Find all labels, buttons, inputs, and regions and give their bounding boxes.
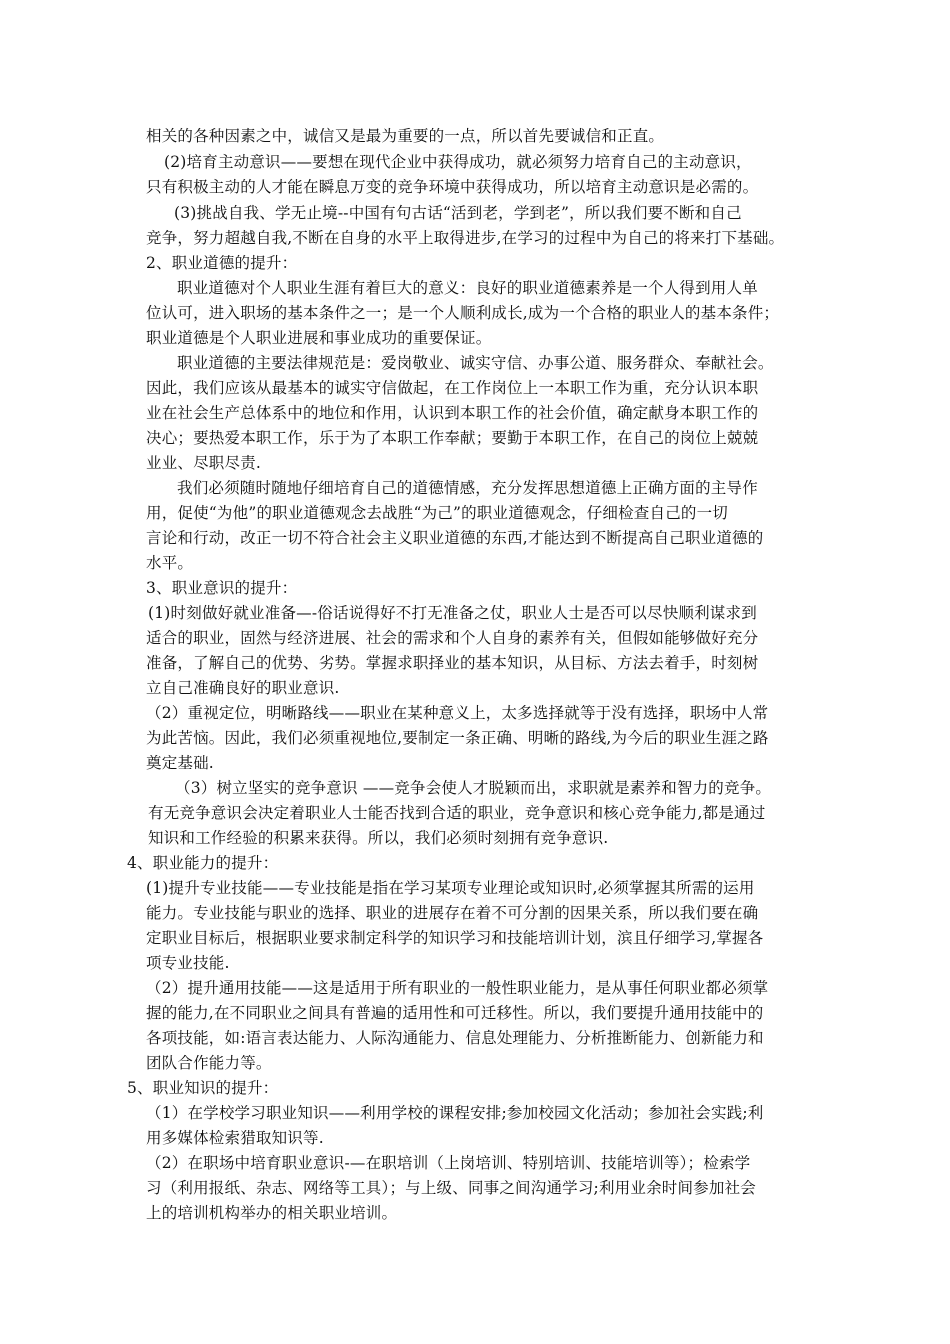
text-line: 知识和工作经验的积累来获得。所以，我们必须时刻拥有竞争意识. <box>148 829 609 847</box>
text-line: （3）树立坚实的竞争意识 ——竞争会使人才脱颖而出，求职就是素养和智力的竞争。 <box>175 779 772 797</box>
text-line: 习（利用报纸、杂志、网络等工具）；与上级、同事之间沟通学习;利用业余时间参加社会 <box>146 1179 756 1197</box>
text-line: 因此，我们应该从最基本的诚实守信做起，在工作岗位上一本职工作为重，充分认识本职 <box>146 379 759 397</box>
text-line: (1)提升专业技能——专业技能是指在学习某项专业理论或知识时,必须掌握其所需的运用 <box>146 879 755 897</box>
text-line: （1）在学校学习职业知识——利用学校的课程安排;参加校园文化活动；参加社会实践;利 <box>146 1104 764 1122</box>
text-line: 决心；要热爱本职工作，乐于为了本职工作奉献；要勤于本职工作，在自己的岗位上兢兢 <box>146 429 759 447</box>
text-line: (1)时刻做好就业准备—-俗话说得好不打无准备之仗，职业人士是否可以尽快顺利谋求到 <box>148 604 757 622</box>
text-line: 业业、尽职尽责. <box>146 454 262 472</box>
text-line: 奠定基础. <box>146 754 214 772</box>
text-line: 用多媒体检索猎取知识等. <box>146 1129 324 1147</box>
text-line: 有无竞争意识会决定着职业人士能否找到合适的职业，竞争意识和核心竞争能力,都是通过 <box>148 804 766 822</box>
text-line: (3)挑战自我、学无止境--中国有句古话“活到老，学到老”，所以我们要不断和自己 <box>174 204 742 222</box>
text-line: 上的培训机构举办的相关职业培训。 <box>146 1204 398 1222</box>
text-line: （2）提升通用技能——这是适用于所有职业的一般性职业能力，是从事任何职业都必须掌 <box>146 979 769 997</box>
section-heading: 2、职业道德的提升： <box>146 254 298 272</box>
text-line: 相关的各种因素之中，诚信又是最为重要的一点，所以首先要诚信和正直。 <box>146 127 665 145</box>
section-heading: 4、职业能力的提升： <box>127 854 279 872</box>
text-line: 言论和行动，改正一切不符合社会主义职业道德的东西,才能达到不断提高自己职业道德的 <box>146 529 764 547</box>
text-line: 能力。专业技能与职业的选择、职业的进展存在着不可分割的因果关系，所以我们要在确 <box>146 904 759 922</box>
text-line: 用，促使“为他”的职业道德观念去战胜“为己”的职业道德观念，仔细检查自己的一切 <box>146 504 728 522</box>
text-line: 水平。 <box>146 554 194 572</box>
text-line: 适合的职业，固然与经济进展、社会的需求和个人自身的素养有关，但假如能够做好充分 <box>146 629 759 647</box>
text-line: 项专业技能. <box>146 954 230 972</box>
text-line: 竞争，努力超越自我,不断在自身的水平上取得进步,在学习的过程中为自己的将来打下基础。 <box>146 229 785 247</box>
text-line: 职业道德对个人职业生涯有着巨大的意义：良好的职业道德素养是一个人得到用人单 <box>177 279 758 297</box>
text-line: 职业道德的主要法律规范是：爱岗敬业、诚实守信、办事公道、服务群众、奉献社会。 <box>177 354 774 372</box>
text-line: 定职业目标后，根据职业要求制定科学的知识学习和技能培训计划，滨且仔细学习,掌握各 <box>146 929 764 947</box>
text-line: 只有积极主动的人才能在瞬息万变的竞争环境中获得成功，所以培育主动意识是必需的。 <box>146 178 759 196</box>
text-line: 位认可，进入职场的基本条件之一；是一个人顺利成长,成为一个合格的职业人的基本条件； <box>146 304 780 322</box>
text-line: （2）重视定位，明晰路线——职业在某种意义上，太多选择就等于没有选择，职场中人常 <box>146 704 769 722</box>
text-line: （2）在职场中培育职业意识-—在职培训（上岗培训、特别培训、技能培训等）；检索学 <box>146 1154 751 1172</box>
text-line: 准备，了解自己的优势、劣势。掌握求职择业的基本知识，从目标、方法去着手，时刻树 <box>146 654 759 672</box>
section-heading: 3、职业意识的提升： <box>146 579 298 597</box>
text-line: 立自己准确良好的职业意识. <box>146 679 340 697</box>
text-line: 各项技能，如:语言表达能力、人际沟通能力、信息处理能力、分析推断能力、创新能力和 <box>146 1029 764 1047</box>
text-line: 我们必须随时随地仔细培育自己的道德情感，充分发挥思想道德上正确方面的主导作 <box>177 479 758 497</box>
text-line: 握的能力,在不同职业之间具有普遍的适用性和可迁移性。所以，我们要提升通用技能中的 <box>146 1004 764 1022</box>
text-line: 团队合作能力等。 <box>146 1054 272 1072</box>
text-line: (2)培育主动意识——要想在现代企业中获得成功，就必须努力培育自己的主动意识， <box>164 153 752 171</box>
text-line: 业在社会生产总体系中的地位和作用，认识到本职工作的社会价值，确定献身本职工作的 <box>146 404 759 422</box>
text-line: 职业道德是个人职业进展和事业成功的重要保证。 <box>146 329 492 347</box>
section-heading: 5、职业知识的提升： <box>127 1079 279 1097</box>
text-line: 为此苦恼。因此，我们必须重视地位,要制定一条正确、明晰的路线,为今后的职业生涯之路 <box>146 729 769 747</box>
